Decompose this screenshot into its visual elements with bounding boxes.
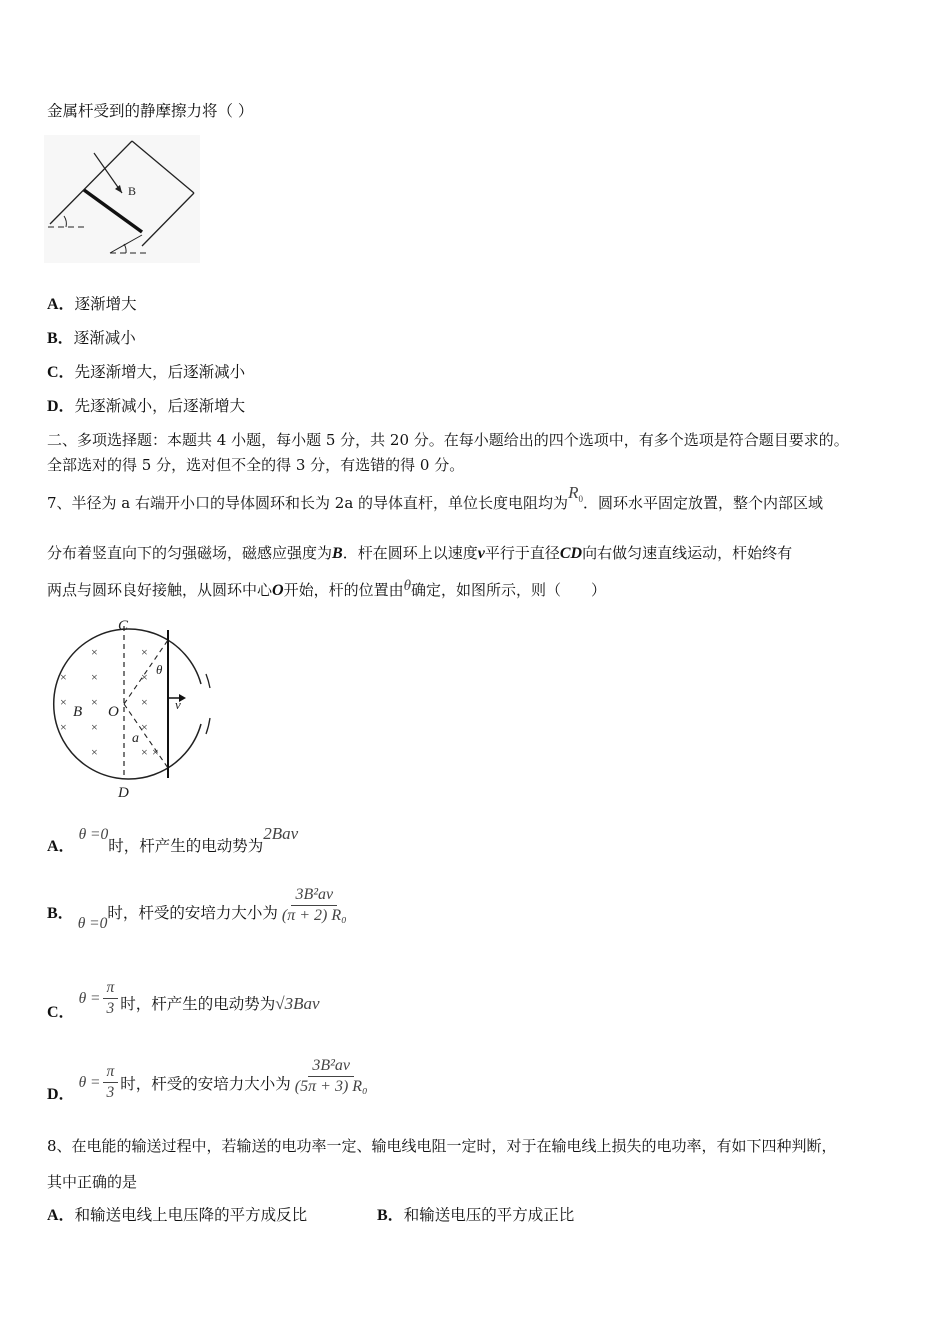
- q8-option-b: B．和输送电压的平方成正比: [377, 1206, 575, 1224]
- q6-option-d: D．先逐渐减小，后逐渐增大: [47, 397, 246, 415]
- q7-stem-line3: 两点与圆环良好接触，从圆环中心O开始，杆的位置由θ确定，如图所示，则（ ）: [47, 578, 606, 599]
- q8-stem-line2: 其中正确的是: [47, 1173, 138, 1191]
- field-cross: ×: [91, 695, 98, 709]
- field-cross: ×: [141, 645, 148, 659]
- field-cross: ×: [91, 720, 98, 734]
- q6-incline-figure: [44, 135, 200, 263]
- q7-option-a: A．θ =0时，杆产生的电动势为2Bav: [47, 824, 299, 855]
- q6-option-a: A．逐渐增大: [47, 295, 137, 313]
- field-cross: ×: [60, 720, 67, 734]
- section2-heading: 二、多项选择题：本题共 4 小题，每小题 5 分，共 20 分。在每小题给出的四个选项中，有多个选项是符合题目要求的。: [47, 431, 849, 449]
- field-cross: ×: [141, 720, 148, 734]
- field-cross: ×: [141, 745, 148, 759]
- q7-ring-figure: [44, 612, 220, 802]
- q6-option-b: B．逐渐减小: [47, 329, 136, 347]
- label-c: C: [118, 618, 129, 634]
- q6-field-label: B: [128, 184, 137, 198]
- q6-stem: 金属杆受到的静摩擦力将（ ）: [47, 102, 254, 120]
- label-a: a: [132, 731, 139, 746]
- q8-option-a: A．和输送电线上电压降的平方成反比: [47, 1206, 308, 1224]
- field-cross: ×: [91, 645, 98, 659]
- q7-stem-line1: 7、半径为 a 右端开小口的导体圆环和长为 2a 的导体直杆，单位长度电阻均为$R_0$．圆环水平固定放置，整个内部区域: [47, 483, 823, 512]
- q7-option-c: C．θ = $\frac{\pi}{3}$ 时，杆产生的电动势为√3Bav: [47, 979, 320, 1021]
- section2-scoring: 全部选对的得 5 分，选对但不全的得 3 分，有选错的得 0 分。: [47, 456, 465, 474]
- field-cross: ×: [91, 670, 98, 684]
- q6-option-c: C．先逐渐增大，后逐渐减小: [47, 363, 246, 381]
- label-b: B: [73, 704, 83, 720]
- q7-option-d: D．θ = $\frac{\pi}{3}$ 时，杆受的安培力大小为 $\frac{\text{3B²av}}{\text{(5π + 3) R₀}}$: [47, 1057, 368, 1103]
- q7-stem-line2: 分布着竖直向下的匀强磁场，磁感应强度为B．杆在圆环上以速度v平行于直径CD向右做匀速直线运动，杆始终有: [47, 544, 793, 562]
- field-cross: ×: [91, 745, 98, 759]
- field-cross: ×: [60, 670, 67, 684]
- label-o: O: [108, 704, 119, 720]
- field-cross: ×: [141, 695, 148, 709]
- field-cross: ×: [60, 695, 67, 709]
- q7-r0-symbol: $R_0$: [568, 483, 583, 504]
- field-cross: ×: [141, 670, 148, 684]
- q7-option-b: B．θ =0时，杆受的安培力大小为 $\frac{\text{3B²av}}{\text{(π + 2) R₀}}$: [47, 886, 347, 932]
- label-theta: θ: [156, 662, 163, 677]
- label-v: v: [175, 697, 181, 712]
- label-d: D: [118, 785, 129, 801]
- q8-stem-line1: 8、在电能的输送过程中，若输送的电功率一定、输电线电阻一定时，对于在输电线上损失的电功率，有如下四种判断，: [47, 1137, 837, 1155]
- field-cross: ×: [152, 745, 159, 759]
